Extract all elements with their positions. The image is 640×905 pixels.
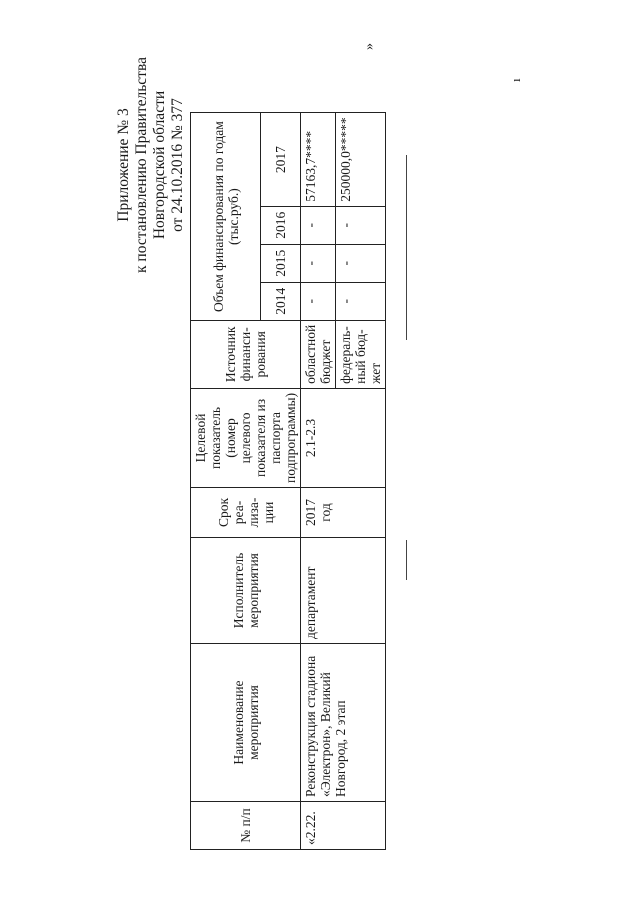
cell-source: областной бюджет (301, 320, 336, 388)
financing-table (190, 112, 386, 850)
cell-2015: - (336, 244, 386, 282)
stray-mark: ı (508, 78, 523, 82)
cell-target: 2.1-2.3 (301, 388, 386, 487)
divider-line (406, 540, 407, 580)
col-header-name: Наименование мероприятия (191, 644, 301, 802)
cell-2016: - (336, 206, 386, 244)
col-header-executor: Исполнитель мероприятия (191, 538, 301, 644)
col-header-target: Целевой показатель (номер целевого показателя из паспорта подпрограммы) (191, 388, 301, 487)
appendix-region: Новгородской области (151, 90, 168, 240)
col-header-2017: 2017 (261, 113, 301, 206)
cell-2015: - (301, 244, 336, 282)
col-header-2014: 2014 (261, 282, 301, 320)
cell-2014: - (336, 282, 386, 320)
cell-2017: 250000,0***** (336, 113, 386, 206)
cell-executor: департамент (301, 538, 386, 644)
appendix-title: Приложение № 3 (115, 108, 132, 222)
col-header-funding: Объем финансирования по годам (тыс.руб.) (191, 113, 261, 320)
col-header-num: № п/п (191, 802, 301, 850)
cell-2014: - (301, 282, 336, 320)
rotated-landscape-sheet (20, 30, 620, 870)
cell-source: федераль-ный бюд-жет (336, 320, 386, 388)
closing-quote: » (362, 43, 377, 50)
appendix-subtitle: к постановлению Правительства (133, 57, 150, 273)
cell-term: 2017 год (301, 488, 386, 538)
cell-name: Реконструкция стадиона «Электрон», Великий Новгород, 2 этап (301, 644, 386, 802)
cell-2016: - (301, 206, 336, 244)
table-header-row (191, 113, 261, 850)
table-row (301, 113, 336, 850)
cell-2017: 57163,7**** (301, 113, 336, 206)
col-header-term: Срок реа-лиза-ции (191, 488, 301, 538)
col-header-2016: 2016 (261, 206, 301, 244)
col-header-source: Источник финанси-рования (191, 320, 301, 388)
col-header-2015: 2015 (261, 244, 301, 282)
document-header (115, 35, 187, 295)
divider-line (406, 155, 407, 340)
cell-num: «2.22. (301, 802, 386, 850)
appendix-date: от 24.10.2016 № 377 (169, 98, 186, 232)
